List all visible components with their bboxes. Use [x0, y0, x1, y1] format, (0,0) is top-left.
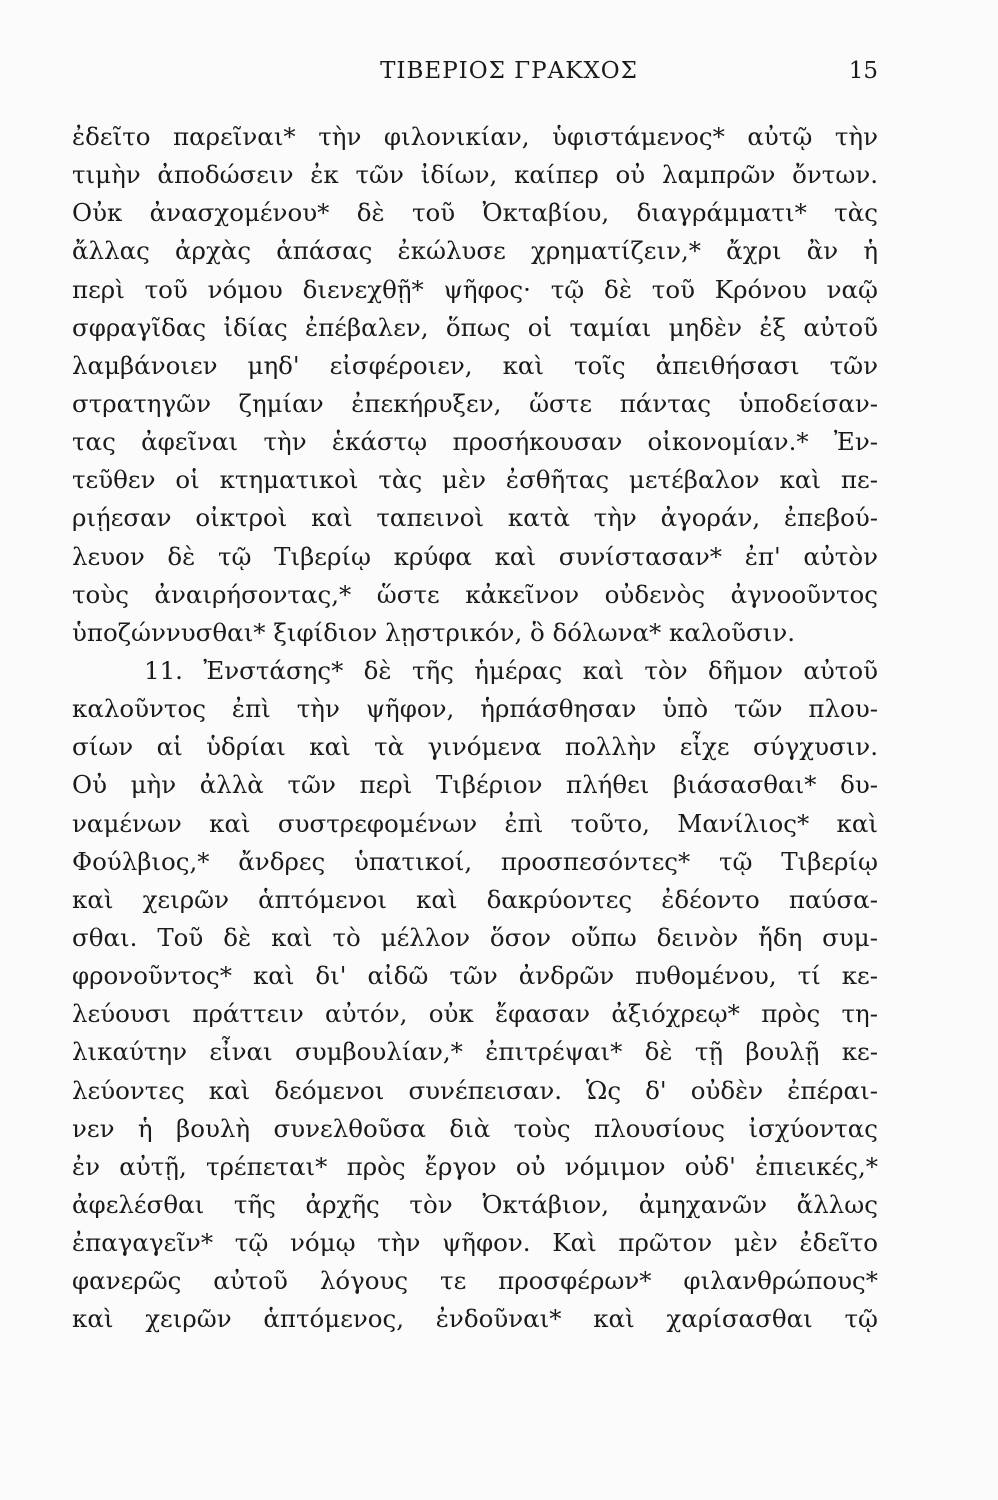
text-line: νεν ἡ βουλὴ συνελθοῦσα διὰ τοὺς πλουσίους ἰσχύοντας [72, 1113, 878, 1143]
text-line: λεύουσι πράττειν αὐτόν, οὐκ ἔφασαν ἀξιόχρεῳ* πρὸς τη- [72, 999, 878, 1029]
page-header [140, 58, 878, 98]
text-line: λευον δὲ τῷ Τιβερίῳ κρύφα καὶ συνίστασαν* ἐπ' αὐτὸν [72, 541, 878, 571]
text-line: Οὐ μὴν ἀλλὰ τῶν περὶ Τιβέριον πλήθει βιάσασθαι* δυ- [72, 770, 878, 800]
text-line: ἄλλας ἀρχὰς ἁπάσας ἐκώλυσε χρηματίζειν,* ἄχρι ἂν ἡ [72, 236, 878, 266]
text-line: καὶ χειρῶν ἁπτόμενοι καὶ δακρύοντες ἐδέοντο παύσα- [72, 884, 878, 914]
body-text [72, 118, 878, 1339]
text-line: λαμβάνοιεν μηδ' εἰσφέροιεν, καὶ τοῖς ἀπειθήσασι τῶν [72, 350, 878, 380]
text-line: τιμὴν ἀποδώσειν ἐκ τῶν ἰδίων, καίπερ οὐ λαμπρῶν ὄντων. [72, 160, 878, 190]
text-line: ριῄεσαν οἰκτροὶ καὶ ταπεινοὶ κατὰ τὴν ἀγοράν, ἐπεβού- [72, 503, 878, 533]
text-line: τεῦθεν οἱ κτηματικοὶ τὰς μὲν ἐσθῆτας μετέβαλον καὶ πε- [72, 465, 878, 495]
text-line: σθαι. Τοῦ δὲ καὶ τὸ μέλλον ὅσον οὔπω δεινὸν ἤδη συμ- [72, 922, 878, 952]
text-line: καὶ χειρῶν ἁπτόμενος, ἐνδοῦναι* καὶ χαρίσασθαι τῷ [72, 1304, 878, 1334]
text-line: περὶ τοῦ νόμου διενεχθῇ* ψῆφος· τῷ δὲ τοῦ Κρόνου ναῷ [72, 274, 878, 304]
section-start-line: 11. Ἐνστάσης* δὲ τῆς ἡμέρας καὶ τὸν δῆμον αὐτοῦ [144, 655, 878, 685]
text-line: ναμένων καὶ συστρεφομένων ἐπὶ τοῦτο, Μανίλιος* καὶ [72, 808, 878, 838]
text-line: τας ἀφεῖναι τὴν ἑκάστῳ προσήκουσαν οἰκονομίαν.* Ἐν- [72, 427, 878, 457]
text-line: στρατηγῶν ζημίαν ἐπεκήρυξεν, ὥστε πάντας ὑποδείσαν- [72, 388, 878, 418]
page-number: 15 [848, 58, 878, 84]
text-line: Φούλβιος,* ἄνδρες ὑπατικοί, προσπεσόντες* τῷ Τιβερίῳ [72, 846, 878, 876]
text-line: λεύοντες καὶ δεόμενοι συνέπεισαν. Ὡς δ' οὐδὲν ἐπέραι- [72, 1075, 878, 1105]
text-line: σίων αἱ ὑδρίαι καὶ τὰ γινόμενα πολλὴν εἶχε σύγχυσιν. [72, 732, 878, 762]
text-line: ἐπαγαγεῖν* τῷ νόμῳ τὴν ψῆφον. Καὶ πρῶτον μὲν ἐδεῖτο [72, 1228, 878, 1258]
text-line: ἀφελέσθαι τῆς ἀρχῆς τὸν Ὀκτάβιον, ἀμηχανῶν ἄλλως [72, 1189, 878, 1219]
text-line: σφραγῖδας ἰδίας ἐπέβαλεν, ὅπως οἱ ταμίαι μηδὲν ἐξ αὐτοῦ [72, 312, 878, 342]
text-line: Οὐκ ἀνασχομένου* δὲ τοῦ Ὀκταβίου, διαγράμματι* τὰς [72, 198, 878, 228]
text-line: φανερῶς αὐτοῦ λόγους τε προσφέρων* φιλανθρώπους* [72, 1266, 878, 1296]
text-line: ἐν αὐτῇ, τρέπεται* πρὸς ἔργον οὐ νόμιμον οὐδ' ἐπιεικές,* [72, 1151, 878, 1181]
text-line: ὑποζώννυσθαι* ξιφίδιον λῃστρικόν, ὃ δόλωνα* καλοῦσιν. [72, 617, 796, 647]
text-line: ἐδεῖτο παρεῖναι* τὴν φιλονικίαν, ὑφιστάμενος* αὐτῷ τὴν [72, 122, 878, 151]
text-line: καλοῦντος ἐπὶ τὴν ψῆφον, ἡρπάσθησαν ὑπὸ τῶν πλου- [72, 694, 878, 724]
text-line: τοὺς ἀναιρήσοντας,* ὥστε κἀκεῖνον οὐδενὸς ἀγνοοῦντος [72, 579, 878, 609]
text-line: λικαύτην εἶναι συμβουλίαν,* ἐπιτρέψαι* δὲ τῇ βουλῇ κε- [72, 1037, 878, 1067]
running-head: ΤΙΒΕΡΙΟΣ ΓΡΑΚΧΟΣ [380, 58, 638, 84]
text-line: φρονοῦντος* καὶ δι' αἰδῶ τῶν ἀνδρῶν πυθομένου, τί κε- [72, 961, 878, 991]
